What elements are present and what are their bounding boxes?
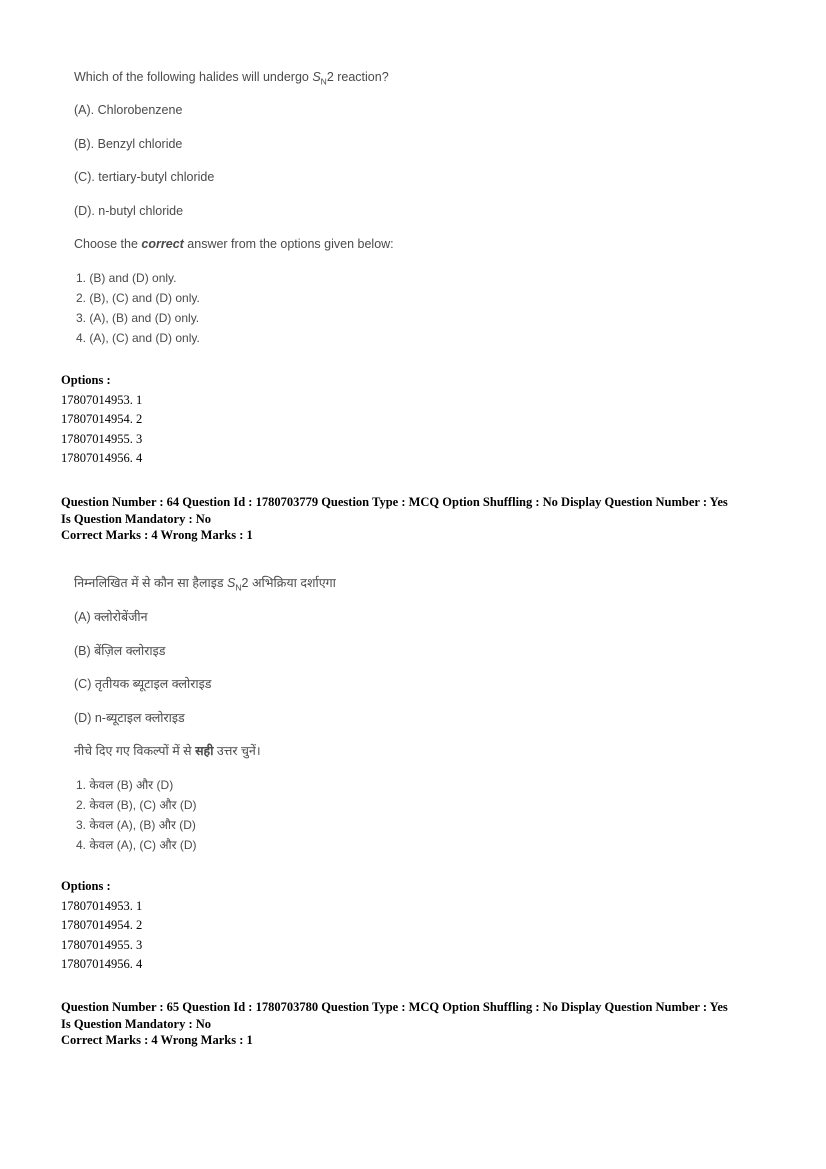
choose-emphasis: correct [141,237,184,251]
choose-text-end: उत्तर चुनें। [213,744,261,758]
option-row: 17807014954. 2 [61,412,143,427]
option-row: 17807014955. 3 [61,431,143,446]
answer-3: 3. (A), (B) and (D) only. [76,311,200,325]
item-a: (A) क्लोरोबेंजीन [74,610,148,624]
answer-3: 3. केवल (A), (B) और (D) [76,818,196,832]
item-d: (D) n-ब्यूटाइल क्लोराइड [74,711,185,725]
option-row: 17807014954. 2 [61,918,143,933]
answer-1: 1. (B) and (D) only. [76,271,177,285]
stem-text: निम्नलिखित में से कौन सा हैलाइड [74,576,228,590]
question-meta-line1: Question Number : 65 Question Id : 1780703780 Question Type : MCQ Option Shuffling : No Display Question Number : Yes [61,1000,728,1014]
choose-emphasis: सही [195,744,214,758]
sn-number: 2 [326,70,334,84]
sn-subscript: N [235,582,242,593]
stem-text-end: reaction? [333,70,389,84]
sn-subscript: N [320,76,327,87]
question-stem [74,70,389,87]
answer-4: 4. (A), (C) and (D) only. [76,331,200,345]
question-image-english [62,0,782,360]
option-row: 17807014953. 1 [61,392,143,407]
stem-text: Which of the following halides will undergo [74,70,313,84]
answer-1: 1. केवल (B) और (D) [76,778,174,792]
question-image-hindi [62,560,782,860]
answer-2: 2. केवल (B), (C) और (D) [76,798,197,812]
stem-text-end: अभिक्रिया दर्शाएगा [248,576,336,590]
option-row: 17807014956. 4 [61,451,143,466]
answer-4: 4. केवल (A), (C) और (D) [76,838,197,852]
marks-line: Correct Marks : 4 Wrong Marks : 1 [61,1033,253,1047]
choose-text: नीचे दिए गए विकल्पों में से [74,744,196,758]
item-c: (C). tertiary-butyl chloride [74,170,215,184]
question-meta [61,494,781,544]
question-mandatory: Is Question Mandatory : No [61,1016,212,1031]
item-a: (A). Chlorobenzene [74,103,183,117]
choose-instruction [74,237,394,251]
item-b: (B) बेंज़िल क्लोराइड [74,644,166,658]
item-d: (D). n-butyl chloride [74,204,184,218]
option-row: 17807014955. 3 [61,937,143,952]
question-meta-line1: Question Number : 64 Question Id : 1780703779 Question Type : MCQ Option Shuffling : No Display Question Number : Yes [61,495,728,509]
question-meta [61,999,781,1049]
choose-text-end: answer from the options given below: [183,237,394,251]
options-label: Options : [61,373,111,387]
sn-symbol: S [312,70,321,84]
question-stem [74,574,336,593]
sn-number: 2 [241,576,249,590]
option-row: 17807014953. 1 [61,898,143,913]
answer-2: 2. (B), (C) and (D) only. [76,291,200,305]
option-row: 17807014956. 4 [61,957,143,972]
choose-instruction [74,742,261,759]
options-list [61,877,781,975]
item-b: (B). Benzyl chloride [74,137,183,151]
sn-symbol: S [227,576,236,590]
marks-line: Correct Marks : 4 Wrong Marks : 1 [61,528,253,542]
question-mandatory: Is Question Mandatory : No [61,511,212,526]
item-c: (C) तृतीयक ब्यूटाइल क्लोराइड [74,677,212,691]
choose-text: Choose the [74,237,142,251]
options-label: Options : [61,879,111,893]
options-list [61,371,781,469]
